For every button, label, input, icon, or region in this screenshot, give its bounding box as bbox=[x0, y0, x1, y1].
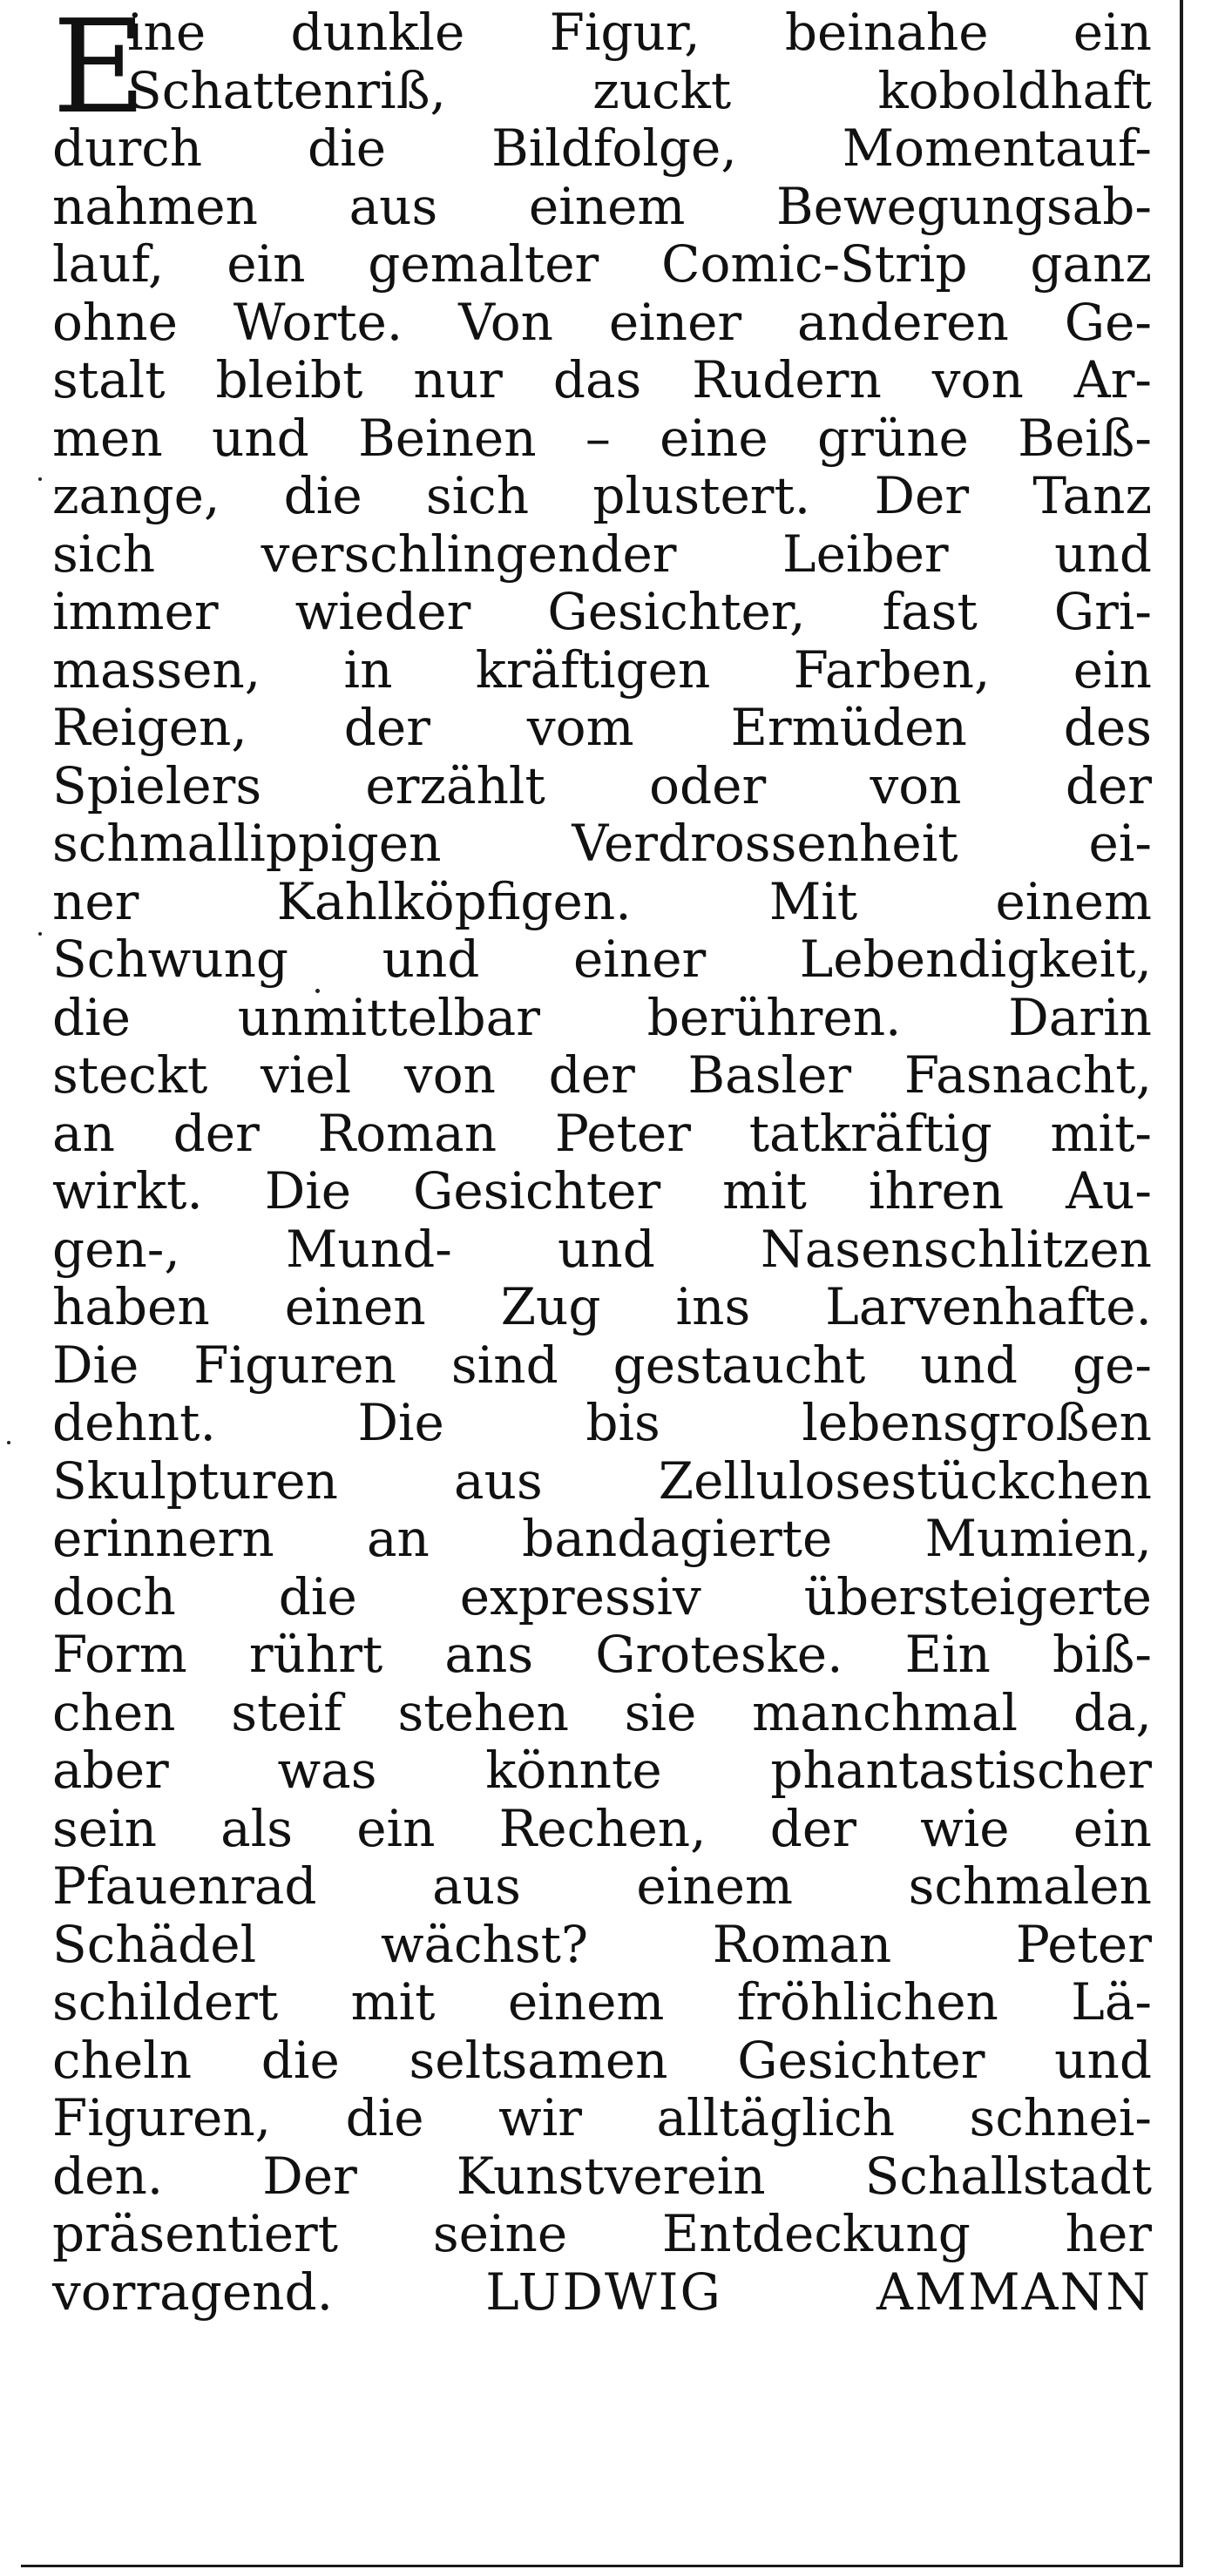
scan-speck bbox=[38, 932, 42, 936]
article-line: Skulpturen aus Zellulosestückchen bbox=[52, 1450, 1152, 1511]
drop-cap: E bbox=[52, 0, 147, 142]
article-body bbox=[52, 0, 1152, 2322]
article-line: immer wieder Gesichter, fast Gri- bbox=[52, 582, 1152, 641]
article-line: an der Roman Peter tatkräftig mit- bbox=[52, 1103, 1152, 1163]
article-line: lauf, ein gemalter Comic-Strip ganz bbox=[52, 234, 1152, 294]
article-line: wirkt. Die Gesichter mit ihren Au- bbox=[52, 1161, 1152, 1220]
article-line: durch die Bildfolge, Momentauf- bbox=[52, 118, 1152, 178]
article-line: Schwung und einer Lebendigkeit, bbox=[52, 930, 1152, 989]
scan-speck bbox=[38, 477, 42, 481]
article-line: men und Beinen – eine grüne Beiß- bbox=[52, 408, 1152, 468]
article-line: sich verschlingender Leiber und bbox=[52, 524, 1152, 584]
article-line: aber was könnte phantastischer bbox=[52, 1741, 1152, 1800]
article-line: massen, in kräftigen Farben, ein bbox=[52, 639, 1152, 700]
article-line: den. Der Kunstverein Schallstadt bbox=[52, 2146, 1152, 2206]
article-line: chen steif stehen sie manchmal da, bbox=[52, 1682, 1152, 1742]
article-line: stalt bleibt nur das Rudern von Ar- bbox=[52, 350, 1152, 409]
article-line: nahmen aus einem Bewegungsab- bbox=[52, 176, 1152, 236]
column-rule-bottom bbox=[21, 2565, 1183, 2567]
author-byline: LUDWIG AMMANN bbox=[485, 2262, 1152, 2322]
article-line: Die Figuren sind gestaucht und ge- bbox=[52, 1335, 1152, 1395]
article-line: schildert mit einem fröhlichen Lä- bbox=[52, 1972, 1152, 2032]
article-line: Spielers erzählt oder von der bbox=[52, 755, 1152, 815]
column-rule-right bbox=[1180, 0, 1183, 2566]
article-line: ohne Worte. Von einer anderen Ge- bbox=[52, 292, 1152, 352]
article-final-line bbox=[52, 2263, 1152, 2322]
article-line: Pfauenrad aus einem schmalen bbox=[52, 1856, 1152, 1916]
article-line: schmallippigen Verdrossenheit ei- bbox=[52, 814, 1152, 873]
article-line: die unmittelbar berühren. Darin bbox=[52, 987, 1152, 1047]
article-line: doch die expressiv übersteigerte bbox=[52, 1566, 1152, 1626]
article-line: Form rührt ans Groteske. Ein biß- bbox=[52, 1625, 1152, 1684]
article-line: Schädel wächst? Roman Peter bbox=[52, 1914, 1152, 1974]
article-line: Figuren, die wir alltäglich schnei- bbox=[52, 2088, 1152, 2147]
article-line: ine dunkle Figur, beinahe ein bbox=[127, 3, 1152, 62]
article-line: Schattenriß, zuckt koboldhaft bbox=[127, 60, 1152, 120]
article-line: dehnt. Die bis lebensgroßen bbox=[52, 1393, 1152, 1452]
article-line: cheln die seltsamen Gesichter und bbox=[52, 2030, 1152, 2090]
article-line: erinnern an bandagierte Mumien, bbox=[52, 1509, 1152, 1568]
article-line: steckt viel von der Basler Fasnacht, bbox=[52, 1045, 1152, 1105]
article-line: gen-, Mund- und Nasenschlitzen bbox=[52, 1219, 1152, 1279]
scan-speck bbox=[7, 1441, 10, 1444]
article-line: präsentiert seine Entdeckung her bbox=[52, 2204, 1152, 2263]
article-line: sein als ein Rechen, der wie ein bbox=[52, 1798, 1152, 1858]
article-line: ner Kahlköpfigen. Mit einem bbox=[52, 871, 1152, 931]
article-line: zange, die sich plustert. Der Tanz bbox=[52, 466, 1152, 525]
article-line: haben einen Zug ins Larvenhafte. bbox=[52, 1277, 1152, 1336]
article-line: vorragend. bbox=[52, 2262, 334, 2322]
article-line: Reigen, der vom Ermüden des bbox=[52, 698, 1152, 757]
